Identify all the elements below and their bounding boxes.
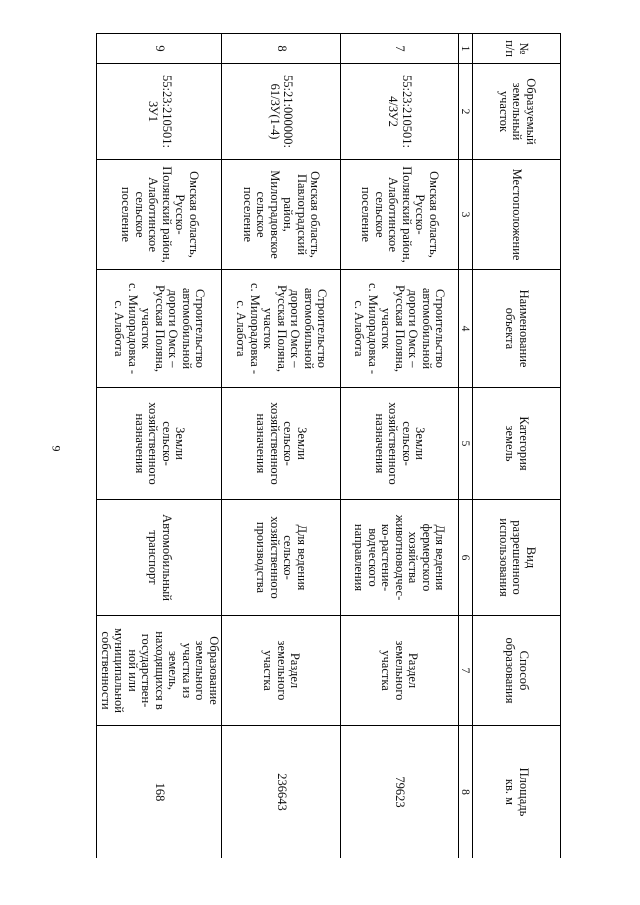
column-number: 3 xyxy=(458,160,472,270)
plot-id: 55:23:210501: ЗУ1 xyxy=(97,64,222,160)
column-number: 4 xyxy=(458,270,472,388)
column-header: Местоположение xyxy=(472,160,560,270)
land-category: Земли сельско- хозяйственного назначения xyxy=(222,388,340,500)
rotated-table-frame xyxy=(96,33,561,858)
landscape-page xyxy=(96,33,561,858)
formation-method: Раздел земельного участка xyxy=(222,616,340,726)
table-row xyxy=(222,34,340,859)
permitted-use: Автомобильный транспорт xyxy=(97,500,222,616)
land-plot-table xyxy=(96,33,561,858)
column-number: 8 xyxy=(458,726,472,859)
column-header: Образуемый земельный участок xyxy=(472,64,560,160)
column-number: 5 xyxy=(458,388,472,500)
plot-id: 55:21:000000: 61/ЗУ(1-4) xyxy=(222,64,340,160)
column-header: Вид разрешенного использования xyxy=(472,500,560,616)
land-category: Земли сельско- хозяйственного назначения xyxy=(97,388,222,500)
location: Омская область, Павлоградский район, Милоградовское сельское поселение xyxy=(222,160,340,270)
permitted-use: Для ведения фермерского хозяйства животноводчес- ко-растение- водческого направления xyxy=(340,500,458,616)
column-header: Категория земель xyxy=(472,388,560,500)
location: Омская область, Русско- Полянский район, Алаботинское сельское поселение xyxy=(97,160,222,270)
table-row xyxy=(97,34,222,859)
column-number: 6 xyxy=(458,500,472,616)
row-number: 9 xyxy=(97,34,222,64)
area: 168 xyxy=(97,726,222,859)
row-number: 8 xyxy=(222,34,340,64)
column-number-row xyxy=(458,34,472,859)
formation-method: Раздел земельного участка xyxy=(340,616,458,726)
area: 236643 xyxy=(222,726,340,859)
row-number: 7 xyxy=(340,34,458,64)
location: Омская область, Русско- Полянский район, Алаботинское сельское поселение xyxy=(340,160,458,270)
table-row xyxy=(340,34,458,859)
formation-method: Образование земельного участка из земель, находящихся в государствен- ной или муниципальной собственности xyxy=(97,616,222,726)
land-category: Земли сельско- хозяйственного назначения xyxy=(340,388,458,500)
plot-id: 55:23:210501: 4/ЗУ2 xyxy=(340,64,458,160)
column-number: 2 xyxy=(458,64,472,160)
column-header: Способ образования xyxy=(472,616,560,726)
column-header: Площадь кв. м xyxy=(472,726,560,859)
object-name: Строительство автомобильной дороги Омск – Русская Поляна, участок с. Милорадовка - с. Алабота xyxy=(340,270,458,388)
column-number: 1 xyxy=(458,34,472,64)
object-name: Строительство автомобильной дороги Омск – Русская Поляна, участок с. Милорадовка - с. Алабота xyxy=(97,270,222,388)
page-number: 9 xyxy=(49,445,64,452)
area: 79623 xyxy=(340,726,458,859)
column-header: № п/п xyxy=(472,34,560,64)
column-number: 7 xyxy=(458,616,472,726)
column-header: Наименование объекта xyxy=(472,270,560,388)
header-row xyxy=(472,34,560,859)
object-name: Строительство автомобильной дороги Омск – Русская Поляна, участок с. Милорадовка - с. Алабота xyxy=(222,270,340,388)
permitted-use: Для ведения сельско- хозяйственного производства xyxy=(222,500,340,616)
